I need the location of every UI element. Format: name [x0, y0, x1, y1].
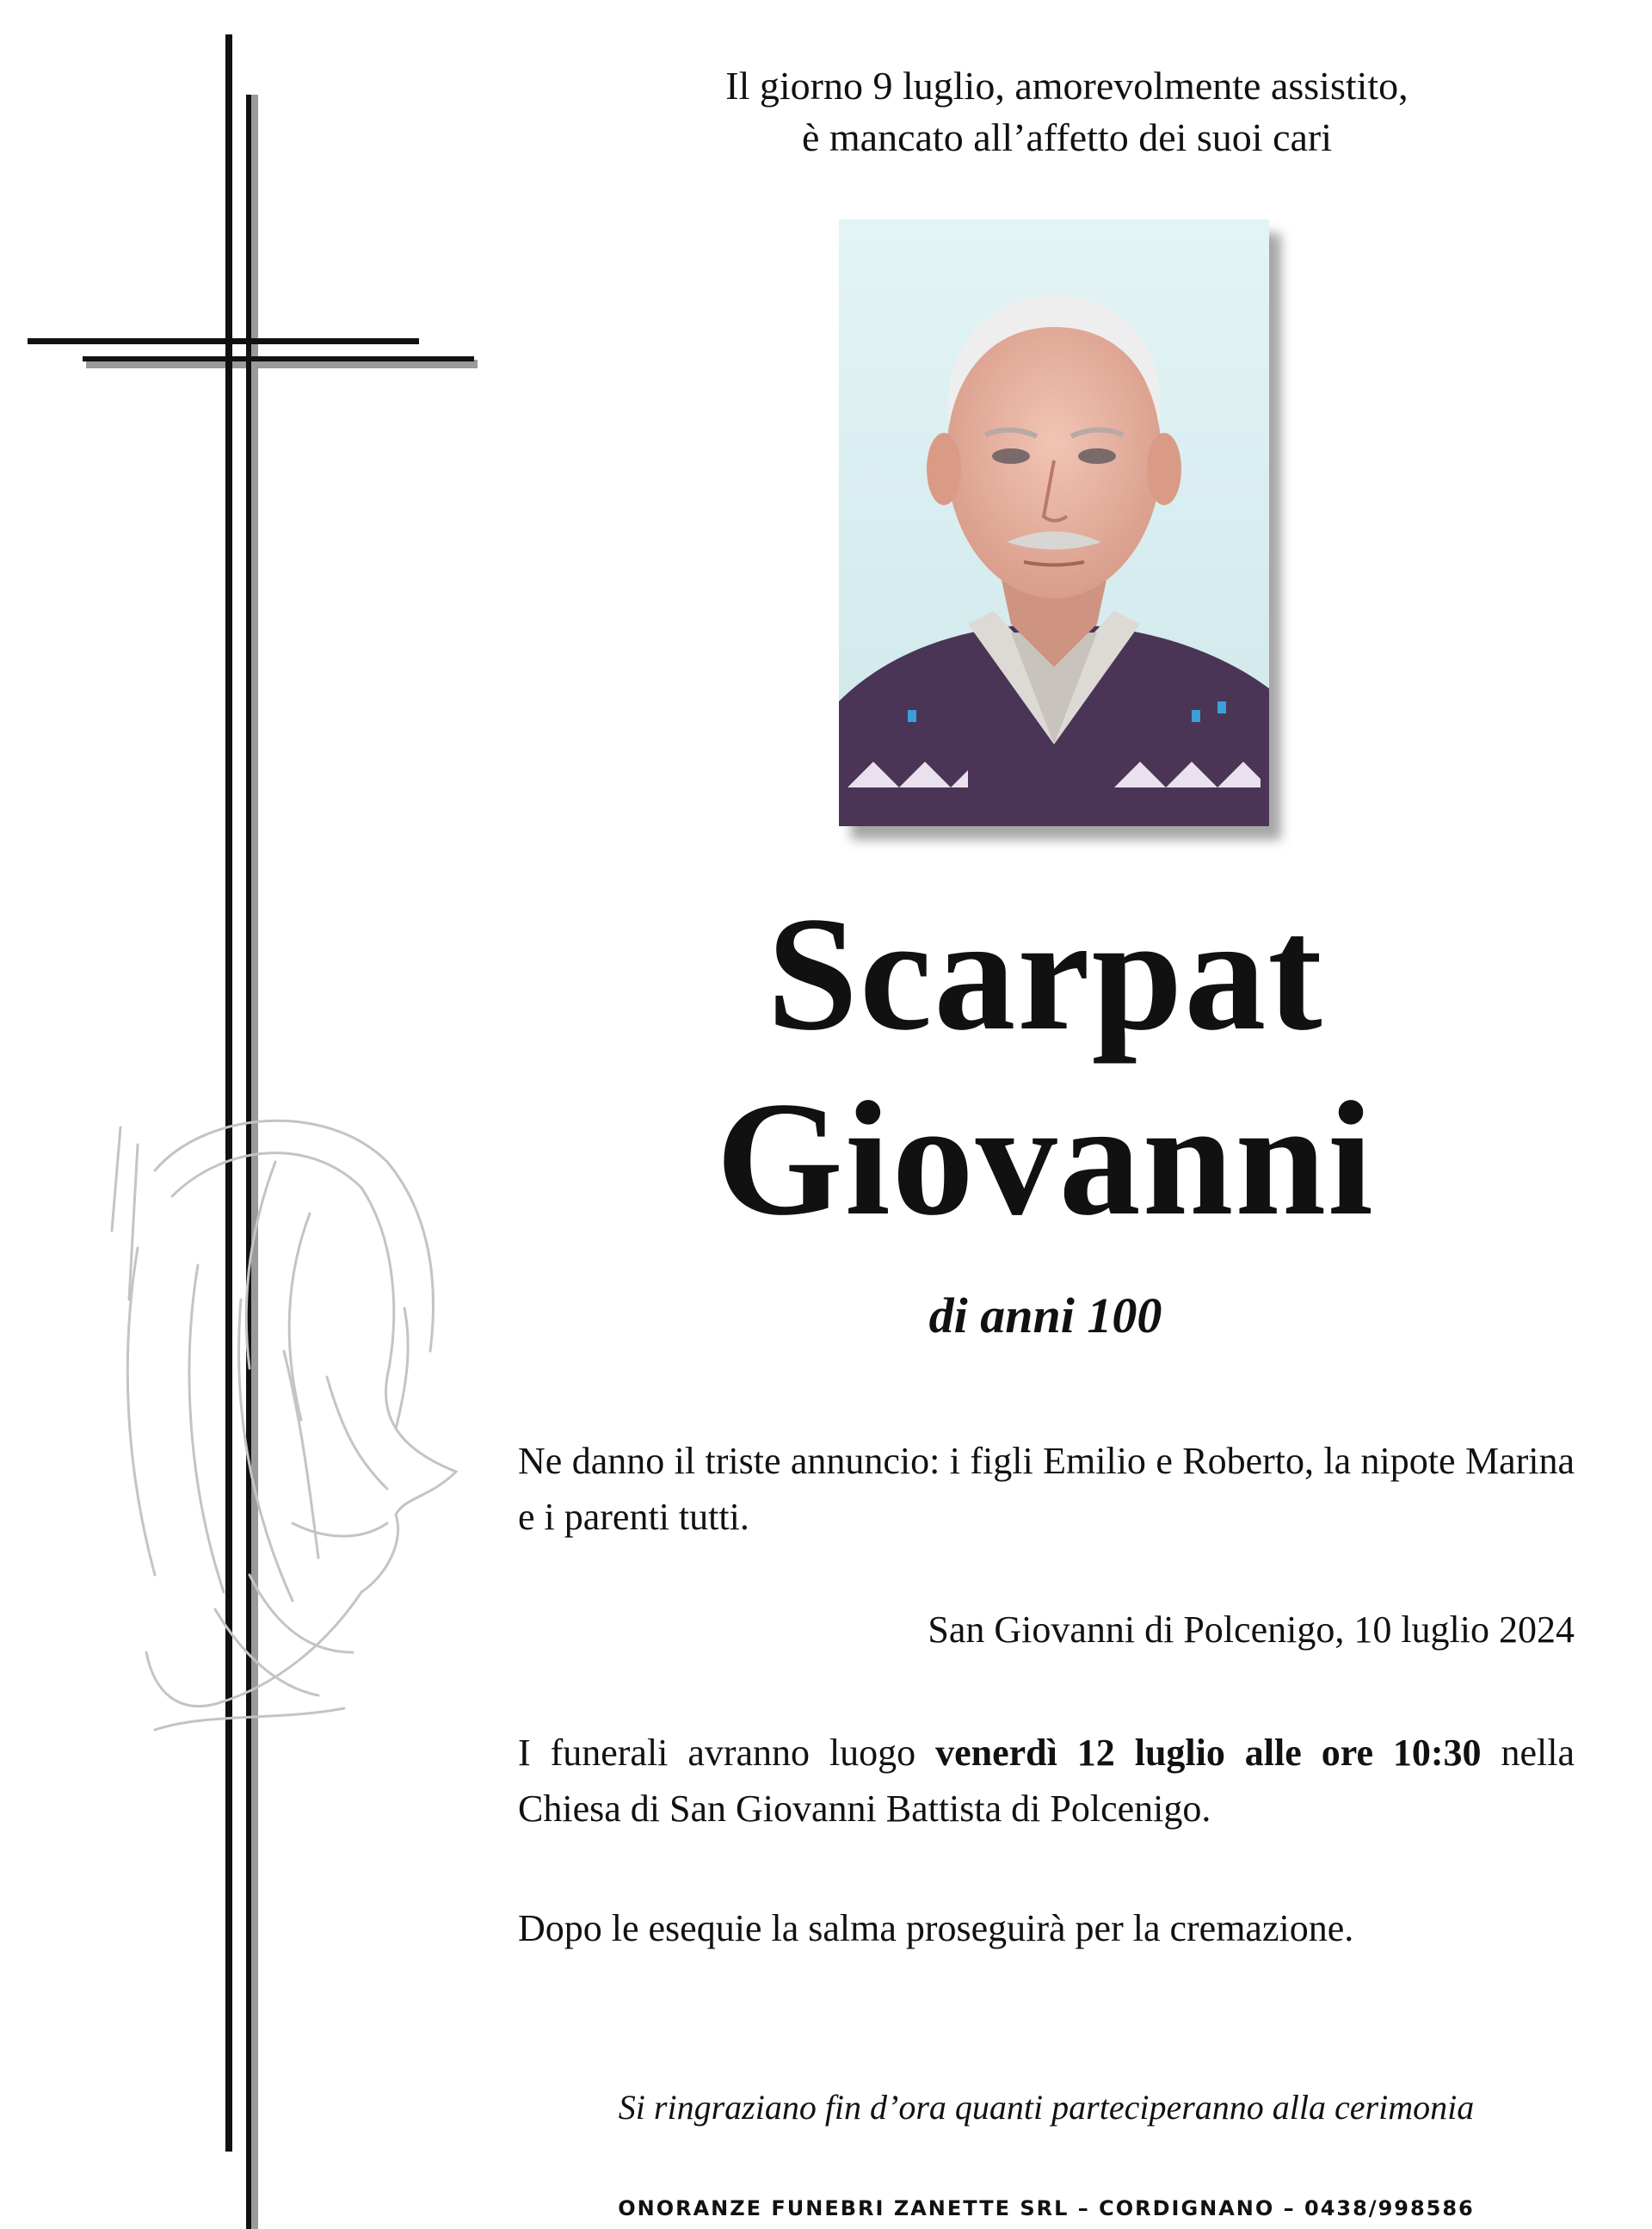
christ-sketch-icon: [103, 1093, 499, 1747]
deceased-first-name: Giovanni: [716, 1069, 1375, 1250]
deceased-surname: Scarpat: [767, 884, 1324, 1065]
intro-line-2: è mancato all’affetto dei suoi cari: [801, 115, 1333, 159]
intro-line-1: Il giorno 9 luglio, amorevolmente assistito,: [725, 64, 1409, 108]
funeral-text-before: I funerali avranno luogo: [518, 1732, 936, 1774]
intro-text: [551, 60, 1583, 164]
thanks-line: Si ringraziano fin d’ora quanti parteciperanno alla cerimonia: [618, 2088, 1475, 2127]
funeral-text-after: nella Chiesa di San Giovanni Battista di Polcenigo.: [518, 1732, 1575, 1830]
announcement-paragraph: Ne danno il triste annuncio: i figli Emilio e Roberto, la nipote Marina e i parenti tutti.: [518, 1440, 1575, 1538]
portrait-photo: [839, 219, 1269, 826]
funeral-home-footer: ONORANZE FUNEBRI ZANETTE SRL – CORDIGNANO – 0438/998586: [618, 2196, 1475, 2220]
funeral-paragraph: [518, 1725, 1575, 1837]
place-date: San Giovanni di Polcenigo, 10 luglio 2024: [928, 1608, 1575, 1651]
funeral-date-time: venerdì 12 luglio alle ore 10:30: [935, 1732, 1482, 1774]
deceased-name: [551, 882, 1540, 1252]
deceased-age: di anni 100: [928, 1287, 1162, 1343]
cremation-paragraph: Dopo le esequie la salma proseguirà per la cremazione.: [518, 1907, 1354, 1949]
